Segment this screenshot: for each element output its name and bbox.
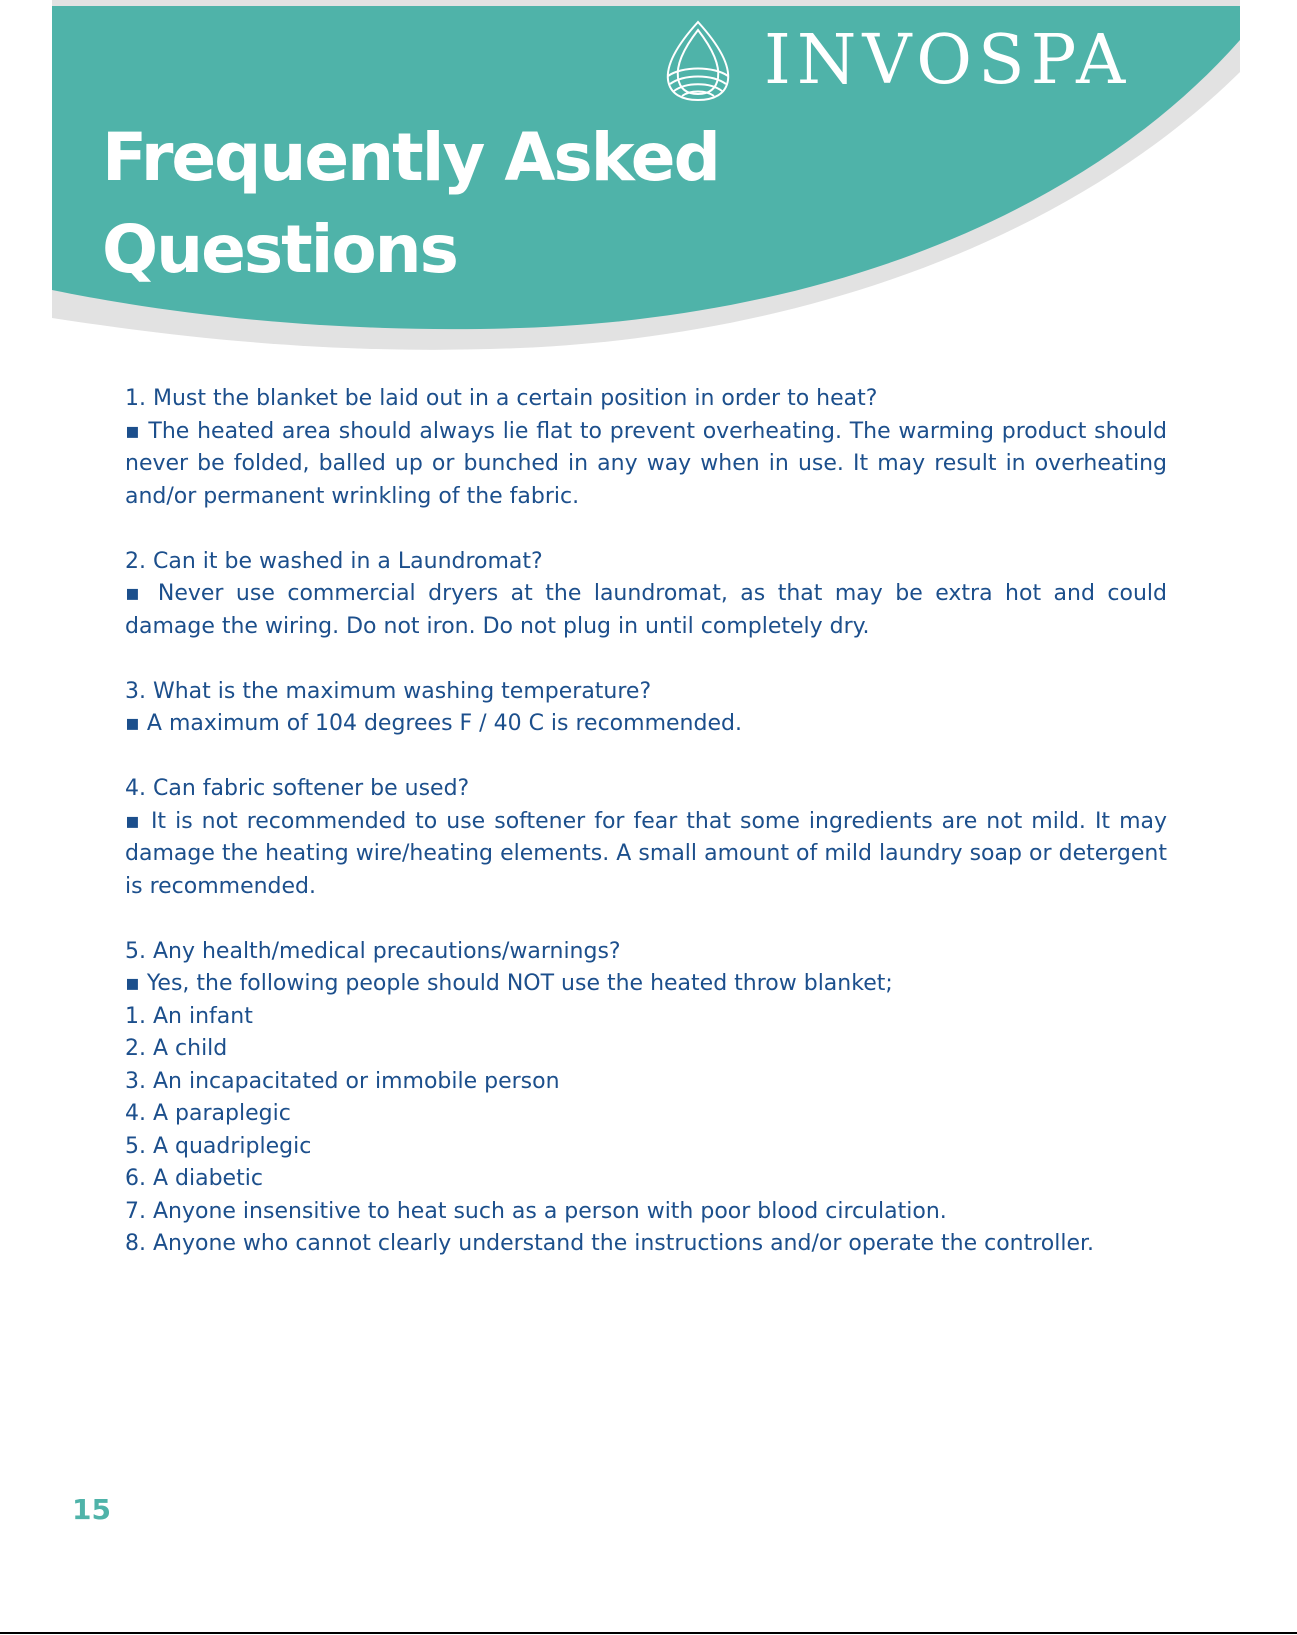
page-title: [102, 112, 719, 296]
faq-item-1: [125, 383, 1167, 513]
warning-list-item: 4. A paraplegic: [125, 1101, 291, 1126]
faq-item-4: [125, 773, 1167, 903]
faq-item-2: [125, 546, 1167, 644]
warning-list-item: 8. Anyone who cannot clearly understand the instructions and/or operate the controller.: [125, 1231, 1095, 1256]
bottom-divider: [0, 1632, 1297, 1634]
faq-answer: ▪ Never use commercial dryers at the laundromat, as that may be extra hot and could damage the wiring. Do not iron. Do not plug in until completely dry.: [125, 581, 1167, 639]
faq-answer: ▪ It is not recommended to use softener for fear that some ingredients are not mild. It may damage the heating wire/heating elements. A small amount of mild laundry soap or detergent is recommended.: [125, 808, 1167, 899]
faq-answer: ▪ A maximum of 104 degrees F / 40 C is recommended.: [125, 711, 742, 736]
faq-item-3: [125, 676, 1167, 741]
lotus-wave-logo-icon: [660, 18, 736, 104]
page-title-line-2: Questions: [102, 211, 457, 288]
faq-answer: ▪ Yes, the following people should NOT use the heated throw blanket;: [125, 971, 893, 996]
page-title-line-1: Frequently Asked: [102, 119, 719, 196]
faq-item-5: [125, 936, 1167, 1261]
warning-list-item: 6. A diabetic: [125, 1166, 263, 1191]
faq-question: 5. Any health/medical precautions/warnings?: [125, 938, 621, 964]
faq-list: [125, 383, 1167, 1293]
faq-question: 4. Can fabric softener be used?: [125, 776, 470, 801]
warning-list-item: 7. Anyone insensitive to heat such as a person with poor blood circulation.: [125, 1198, 947, 1224]
warning-list-item: 2. A child: [125, 1036, 228, 1061]
faq-question: 2. Can it be washed in a Laundromat?: [125, 548, 543, 574]
brand-logo: [660, 18, 1131, 104]
warning-list-item: 1. An infant: [125, 1003, 253, 1029]
faq-question: 3. What is the maximum washing temperature?: [125, 678, 652, 704]
faq-question: 1. Must the blanket be laid out in a certain position in order to heat?: [125, 386, 878, 411]
brand-name: INVOSPA: [764, 21, 1132, 100]
page-number: 15: [72, 1493, 111, 1526]
warning-list-item: 5. A quadriplegic: [125, 1133, 312, 1159]
faq-answer: ▪ The heated area should always lie flat to prevent overheating. The warming product should never be folded, balled up or bunched in any way when in use. It may result in overheating and/or permanent wrinkling of the fabric.: [125, 418, 1167, 509]
warning-list-item: 3. An incapacitated or immobile person: [125, 1068, 560, 1094]
